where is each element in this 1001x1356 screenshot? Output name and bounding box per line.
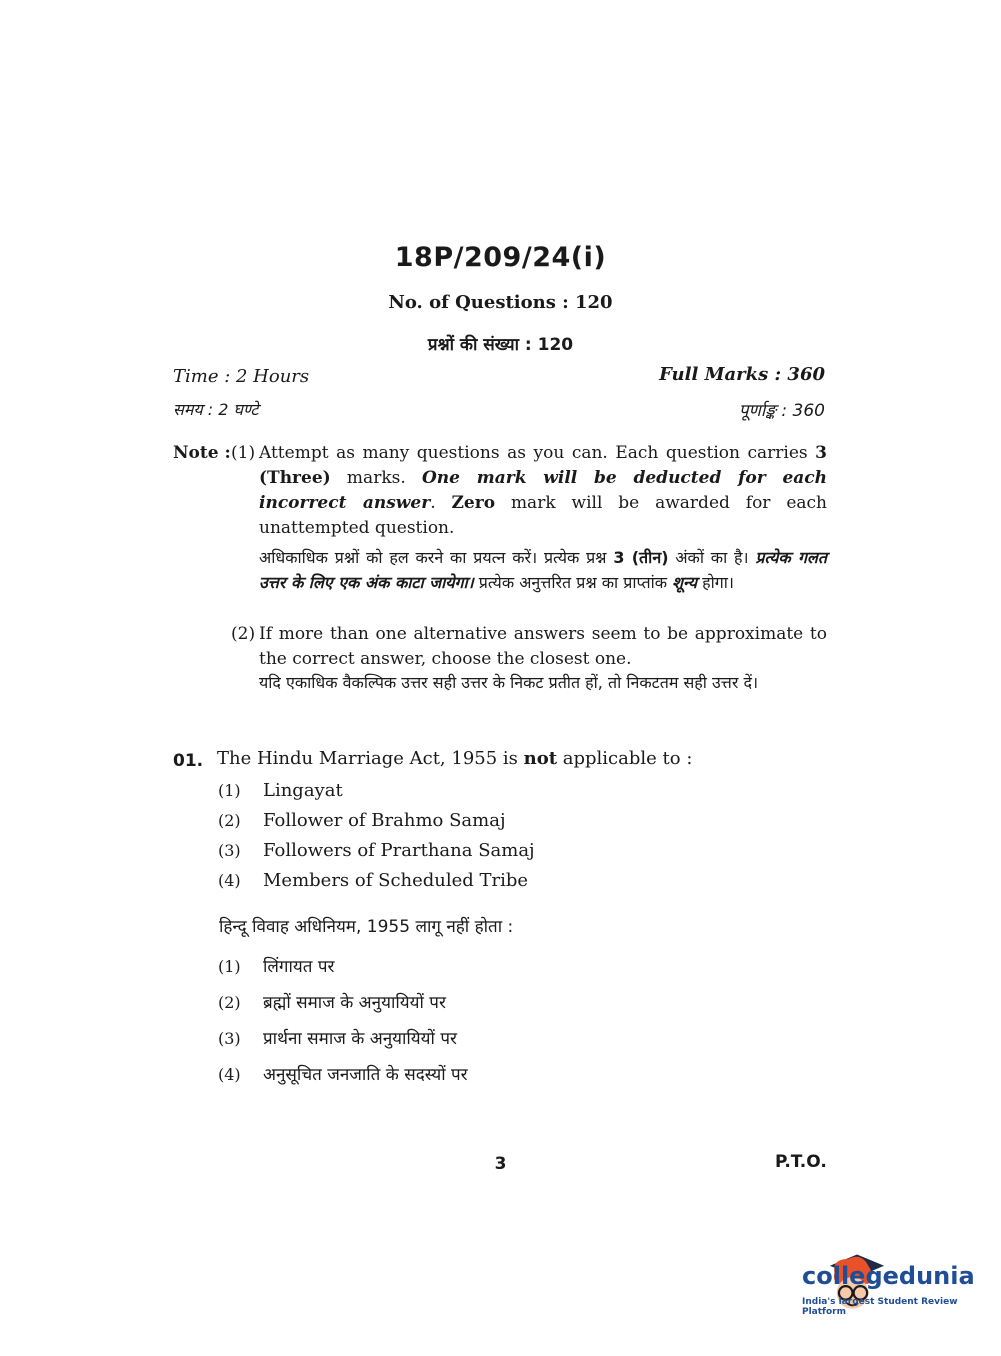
note-text-hi: अधिकाधिक प्रश्नों को हल करने का प्रयत्न करें। प्रत्येक प्रश्न [259, 548, 614, 567]
pto-label: P.T.O. [775, 1152, 827, 1172]
question-text-en [217, 748, 692, 769]
paper-code: 18P/209/24(i) [394, 242, 607, 273]
option-number: (2) [218, 811, 241, 830]
question-emphasis: not [523, 748, 558, 769]
option-hi-2 [218, 990, 446, 1013]
question-text: applicable to : [557, 748, 693, 769]
note-text: Attempt as many questions as you can. Each question carries [259, 443, 816, 463]
full-marks-en: Full Marks : 360 [659, 364, 825, 385]
time-en: Time : 2 Hours [173, 366, 310, 387]
note-item-1-en [259, 441, 827, 541]
option-text: Follower of Brahmo Samaj [263, 810, 506, 831]
full-marks-hi: पूर्णाङ्क : 360 [738, 401, 825, 421]
option-text-hi: ब्रह्मों समाज के अनुयायियों पर [263, 993, 446, 1013]
option-en-4 [218, 870, 528, 891]
note-text-hi: अंकों का है। [668, 548, 756, 567]
note-item-1-hi [259, 545, 827, 595]
option-text-hi: अनुसूचित जनजाति के सदस्यों पर [263, 1065, 468, 1085]
option-text: Lingayat [263, 780, 343, 801]
option-number: (3) [218, 841, 241, 860]
num-questions-en: No. of Questions : 120 [388, 292, 613, 313]
question-number: 01. [173, 751, 204, 771]
note-text-hi: प्रत्येक अनुत्तरित प्रश्न का प्राप्तांक [473, 573, 673, 592]
note-text: mark will be awarded for each unattempted question. [259, 493, 827, 538]
note-text: . [430, 493, 452, 513]
option-hi-1 [218, 954, 334, 977]
option-hi-3 [218, 1026, 457, 1049]
note-marks-emphasis-hi: 3 (तीन) [613, 548, 669, 567]
note-marks-emphasis: 3 (Three) [259, 443, 827, 488]
option-number: (4) [218, 871, 241, 890]
option-number: (3) [218, 1029, 241, 1048]
watermark-brand: collegedunia [802, 1262, 975, 1290]
note-zero-emphasis: Zero [451, 493, 496, 513]
note-item-number: (1) [231, 443, 256, 463]
num-questions-hi: प्रश्नों की संख्या : 120 [427, 335, 574, 355]
option-text-hi: प्रार्थना समाज के अनुयायियों पर [263, 1029, 457, 1049]
question-text-hi: हिन्दू विवाह अधिनियम, 1955 लागू नहीं होता : [219, 917, 514, 937]
note-negative-marking-hi: प्रत्येक गलत उत्तर के लिए एक अंक काटा जायेगा। [259, 548, 827, 592]
option-number: (1) [218, 781, 241, 800]
note-text: marks. [330, 468, 422, 488]
page-number: 3 [494, 1154, 507, 1174]
option-text-hi: लिंगायत पर [263, 957, 335, 977]
option-en-2 [218, 810, 506, 831]
option-en-3 [218, 840, 535, 861]
option-hi-4 [218, 1062, 468, 1085]
note-item-2-hi: यदि एकाधिक वैकल्पिक उत्तर सही उत्तर के निकट प्रतीत हों, तो निकटतम सही उत्तर दें। [259, 673, 759, 692]
note-negative-marking: One mark will be deducted for each incorrect answer [259, 468, 828, 513]
option-text: Members of Scheduled Tribe [263, 870, 529, 891]
question-text: The Hindu Marriage Act, 1955 is [217, 748, 524, 769]
option-number: (2) [218, 993, 241, 1012]
option-number: (1) [218, 957, 241, 976]
note-label: Note : [173, 443, 231, 463]
note-item-number: (2) [231, 624, 256, 644]
option-en-1 [218, 780, 343, 801]
note-text-hi: होगा। [696, 573, 734, 592]
time-hi: समय : 2 घण्टे [173, 400, 259, 419]
option-text: Followers of Prarthana Samaj [263, 840, 535, 861]
watermark-tagline: India's largest Student Review Platform [802, 1297, 958, 1317]
note-zero-emphasis-hi: शून्य [672, 573, 697, 592]
note-item-2-en: If more than one alternative answers seem to be approximate to the correct answer, choose the closest one. [259, 624, 827, 669]
option-number: (4) [218, 1065, 241, 1084]
